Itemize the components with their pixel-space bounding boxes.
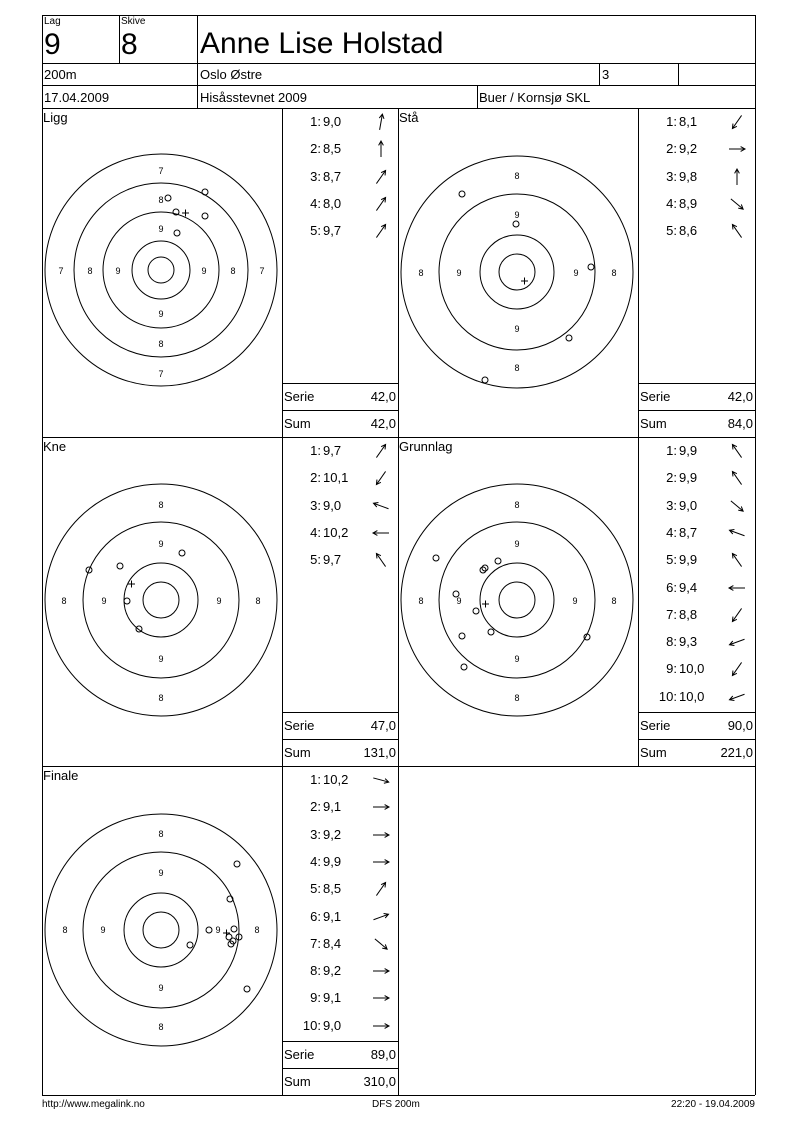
shot-row: [283, 441, 398, 461]
shot-row: [639, 221, 754, 241]
svg-text:9: 9: [158, 868, 164, 878]
serie-label: Serie: [640, 389, 671, 404]
shot-number: 3:: [666, 497, 677, 513]
shot-row: [639, 687, 754, 707]
shot-number: 3:: [310, 497, 321, 513]
svg-text:9: 9: [573, 268, 579, 278]
svg-text:9: 9: [158, 654, 164, 664]
svg-text:9: 9: [115, 266, 121, 276]
shot-value: 8,8: [679, 606, 698, 622]
shot-value: 8,4: [323, 935, 342, 951]
sum-label: Sum: [640, 416, 667, 431]
svg-text:8: 8: [158, 1022, 164, 1032]
skive-value: 8: [121, 28, 138, 61]
svg-text:8: 8: [158, 339, 164, 349]
distance: 200m: [44, 67, 77, 82]
serie-value-kne: 47,0: [370, 718, 396, 733]
shot-value: 9,8: [679, 168, 698, 184]
shot-row: [639, 167, 754, 187]
shot-row: [283, 907, 398, 927]
direction-arrow-icon: [725, 687, 749, 707]
shot-row: [283, 550, 398, 570]
svg-text:7: 7: [158, 369, 164, 379]
shot-value: 9,0: [323, 497, 342, 513]
svg-text:9: 9: [201, 266, 207, 276]
direction-arrow-icon: [369, 988, 393, 1008]
shot-value: 9,7: [323, 443, 342, 458]
shot-row: [639, 632, 754, 652]
shot-number: 6:: [310, 908, 321, 924]
direction-arrow-icon: [725, 167, 749, 187]
shot-value: 8,7: [323, 168, 342, 184]
shot-value: 9,9: [679, 552, 698, 568]
direction-arrow-icon: [369, 194, 393, 214]
serie-value-ligg: 42,0: [370, 389, 396, 404]
shot-number: 4:: [310, 853, 321, 869]
shot-row: [639, 605, 754, 625]
shot-number: 7:: [310, 935, 321, 951]
svg-text:8: 8: [514, 171, 520, 181]
svg-text:8: 8: [611, 268, 617, 278]
direction-arrow-icon: [369, 496, 393, 516]
serie-value-sta: 42,0: [727, 389, 753, 404]
shot-row: [639, 112, 754, 132]
host-club: Buer / Kornsjø SKL: [479, 90, 591, 105]
serie-value-grunnlag: 90,0: [727, 718, 753, 733]
direction-arrow-icon: [725, 550, 749, 570]
shot-number: 10:: [302, 1017, 321, 1033]
svg-text:8: 8: [514, 693, 520, 703]
shot-value: 9,7: [323, 552, 342, 568]
shot-value: 9,1: [323, 799, 342, 815]
shot-row: [283, 825, 398, 845]
svg-text:9: 9: [514, 539, 520, 549]
sum-value-sta: 84,0: [727, 416, 753, 431]
shot-number: 8:: [666, 634, 677, 650]
svg-text:8: 8: [158, 500, 164, 510]
shot-row: [283, 139, 398, 159]
date: 17.04.2009: [44, 90, 110, 105]
svg-text:8: 8: [158, 829, 164, 839]
shot-value: 8,6: [679, 223, 698, 239]
svg-text:9: 9: [514, 654, 520, 664]
svg-text:9: 9: [158, 539, 164, 549]
svg-text:9: 9: [158, 309, 164, 319]
shot-value: 9,9: [323, 853, 342, 869]
direction-arrow-icon: [725, 605, 749, 625]
shot-value: 8,5: [323, 881, 342, 897]
direction-arrow-icon: [369, 797, 393, 817]
shot-number: 5:: [666, 223, 677, 239]
direction-arrow-icon: [369, 550, 393, 570]
shot-value: 10,0: [679, 661, 705, 677]
shot-row: [283, 988, 398, 1008]
shot-value: 9,1: [323, 990, 342, 1006]
svg-text:9: 9: [514, 324, 520, 334]
svg-text:8: 8: [87, 266, 93, 276]
serie-value-finale: 89,0: [370, 1047, 396, 1062]
sum-label: Sum: [284, 416, 311, 431]
panel-title-grunnlag: Grunnlag: [399, 439, 453, 454]
shot-value: 10,1: [323, 470, 349, 486]
club: Oslo Østre: [200, 67, 263, 82]
target-finale: [43, 810, 281, 1050]
shot-row: [283, 194, 398, 214]
direction-arrow-icon: [725, 468, 749, 488]
shot-row: [283, 934, 398, 954]
direction-arrow-icon: [725, 632, 749, 652]
shot-row: [283, 112, 398, 132]
shot-number: 4:: [666, 195, 677, 211]
svg-text:7: 7: [158, 166, 164, 176]
svg-text:8: 8: [418, 596, 424, 606]
direction-arrow-icon: [369, 167, 393, 187]
direction-arrow-icon: [725, 112, 749, 132]
shot-row: [639, 550, 754, 570]
sum-value-ligg: 42,0: [370, 416, 396, 431]
target-sta: [399, 150, 637, 390]
svg-text:9: 9: [158, 983, 164, 993]
skive-label: Skive: [121, 16, 146, 27]
shot-value: 9,3: [679, 634, 698, 650]
shot-value: 8,5: [323, 141, 342, 157]
shot-row: [283, 523, 398, 543]
svg-text:8: 8: [255, 596, 261, 606]
direction-arrow-icon: [369, 961, 393, 981]
shot-value: 9,2: [323, 963, 342, 979]
serie-label: Serie: [284, 718, 315, 733]
shot-row: [283, 468, 398, 488]
shot-number: 1:: [310, 114, 321, 129]
shot-row: [283, 221, 398, 241]
footer-url[interactable]: http://www.megalink.no: [42, 1099, 145, 1110]
shot-row: [639, 659, 754, 679]
svg-text:7: 7: [259, 266, 265, 276]
shot-number: 6:: [666, 579, 677, 595]
svg-text:8: 8: [254, 925, 260, 935]
svg-text:7: 7: [58, 266, 64, 276]
shot-value: 9,2: [679, 141, 698, 157]
shot-value: 9,0: [323, 1017, 342, 1033]
panel-title-ligg: Ligg: [43, 110, 68, 125]
direction-arrow-icon: [369, 112, 393, 132]
shot-value: 8,9: [679, 195, 698, 211]
shot-row: [639, 441, 754, 461]
shot-number: 2:: [310, 470, 321, 486]
direction-arrow-icon: [369, 934, 393, 954]
sum-label: Sum: [284, 1074, 311, 1089]
shot-row: [283, 961, 398, 981]
shot-number: 2:: [666, 141, 677, 157]
serie-label: Serie: [284, 1047, 315, 1062]
shot-row: [283, 770, 398, 790]
shot-value: 9,0: [323, 114, 342, 129]
shot-row: [283, 852, 398, 872]
svg-text:8: 8: [158, 693, 164, 703]
shot-number: 1:: [310, 443, 321, 458]
shot-row: [283, 797, 398, 817]
target-grunnlag: [399, 480, 637, 720]
shot-number: 1:: [310, 772, 321, 787]
footer-program: DFS 200m: [372, 1099, 420, 1110]
shot-value: 9,4: [679, 579, 698, 595]
direction-arrow-icon: [369, 221, 393, 241]
svg-text:9: 9: [100, 925, 106, 935]
direction-arrow-icon: [369, 770, 393, 790]
direction-arrow-icon: [369, 879, 393, 899]
svg-text:9: 9: [101, 596, 107, 606]
direction-arrow-icon: [725, 221, 749, 241]
svg-text:9: 9: [572, 596, 578, 606]
sum-value-grunnlag: 221,0: [720, 745, 753, 760]
shot-value: 9,0: [679, 497, 698, 513]
svg-text:9: 9: [215, 925, 221, 935]
serie-label: Serie: [284, 389, 315, 404]
direction-arrow-icon: [369, 139, 393, 159]
direction-arrow-icon: [369, 468, 393, 488]
shot-value: 8,7: [679, 524, 698, 540]
svg-text:8: 8: [514, 363, 520, 373]
direction-arrow-icon: [725, 578, 749, 598]
panel-title-kne: Kne: [43, 439, 67, 454]
event-name: Hisåsstevnet 2009: [200, 90, 307, 105]
shot-row: [639, 139, 754, 159]
direction-arrow-icon: [369, 907, 393, 927]
svg-text:8: 8: [611, 596, 617, 606]
direction-arrow-icon: [725, 441, 749, 461]
panel-title-finale: Finale: [43, 768, 79, 783]
shot-number: 3:: [310, 168, 321, 184]
shot-value: 8,0: [323, 195, 342, 211]
direction-arrow-icon: [725, 194, 749, 214]
shot-number: 7:: [666, 606, 677, 622]
svg-text:9: 9: [456, 596, 462, 606]
shot-number: 3:: [310, 826, 321, 842]
svg-text:9: 9: [216, 596, 222, 606]
target-ligg: [43, 150, 281, 390]
shot-value: 8,1: [679, 114, 698, 129]
shooter-name: Anne Lise Holstad: [200, 27, 444, 60]
shot-number: 5:: [666, 552, 677, 568]
shot-number: 2:: [310, 141, 321, 157]
shot-number: 2:: [310, 799, 321, 815]
shot-number: 4:: [666, 524, 677, 540]
shot-value: 9,9: [679, 470, 698, 486]
shot-number: 1:: [666, 443, 677, 458]
svg-text:8: 8: [418, 268, 424, 278]
footer-timestamp: 22:20 - 19.04.2009: [671, 1099, 755, 1110]
shot-row: [283, 167, 398, 187]
shot-value: 9,9: [679, 443, 698, 458]
shot-number: 3:: [666, 168, 677, 184]
shot-number: 1:: [666, 114, 677, 129]
svg-text:9: 9: [456, 268, 462, 278]
sum-label: Sum: [284, 745, 311, 760]
direction-arrow-icon: [369, 852, 393, 872]
shot-row: [283, 879, 398, 899]
direction-arrow-icon: [369, 523, 393, 543]
panel-title-sta: Stå: [399, 110, 419, 125]
sum-value-kne: 131,0: [363, 745, 396, 760]
direction-arrow-icon: [725, 496, 749, 516]
shot-row: [639, 496, 754, 516]
shot-number: 9:: [666, 661, 677, 677]
shot-row: [639, 523, 754, 543]
shot-number: 5:: [310, 881, 321, 897]
shot-value: 10,2: [323, 524, 349, 540]
direction-arrow-icon: [369, 441, 393, 461]
sum-value-finale: 310,0: [363, 1074, 396, 1089]
shot-number: 9:: [310, 990, 321, 1006]
serie-label: Serie: [640, 718, 671, 733]
shot-number: 10:: [658, 688, 677, 704]
shot-value: 10,0: [679, 688, 705, 704]
direction-arrow-icon: [369, 1016, 393, 1036]
svg-text:8: 8: [62, 925, 68, 935]
svg-text:8: 8: [514, 500, 520, 510]
sum-label: Sum: [640, 745, 667, 760]
shot-number: 8:: [310, 963, 321, 979]
svg-text:8: 8: [61, 596, 67, 606]
shot-row: [283, 496, 398, 516]
direction-arrow-icon: [725, 139, 749, 159]
shot-number: 5:: [310, 223, 321, 239]
lag-value: 9: [44, 28, 61, 61]
class-value: 3: [602, 67, 610, 82]
shot-number: 4:: [310, 195, 321, 211]
svg-text:8: 8: [158, 195, 164, 205]
direction-arrow-icon: [725, 523, 749, 543]
svg-text:8: 8: [230, 266, 236, 276]
shot-row: [283, 1016, 398, 1036]
svg-text:9: 9: [158, 224, 164, 234]
shot-row: [639, 468, 754, 488]
target-kne: [43, 480, 281, 720]
shot-number: 4:: [310, 524, 321, 540]
shot-value: 9,2: [323, 826, 342, 842]
direction-arrow-icon: [725, 659, 749, 679]
shot-row: [639, 194, 754, 214]
direction-arrow-icon: [369, 825, 393, 845]
shot-value: 9,1: [323, 908, 342, 924]
shot-value: 10,2: [323, 772, 349, 787]
svg-text:9: 9: [514, 210, 520, 220]
shot-row: [639, 578, 754, 598]
shot-number: 5:: [310, 552, 321, 568]
lag-label: Lag: [44, 16, 61, 27]
shot-number: 2:: [666, 470, 677, 486]
shot-value: 9,7: [323, 223, 342, 239]
